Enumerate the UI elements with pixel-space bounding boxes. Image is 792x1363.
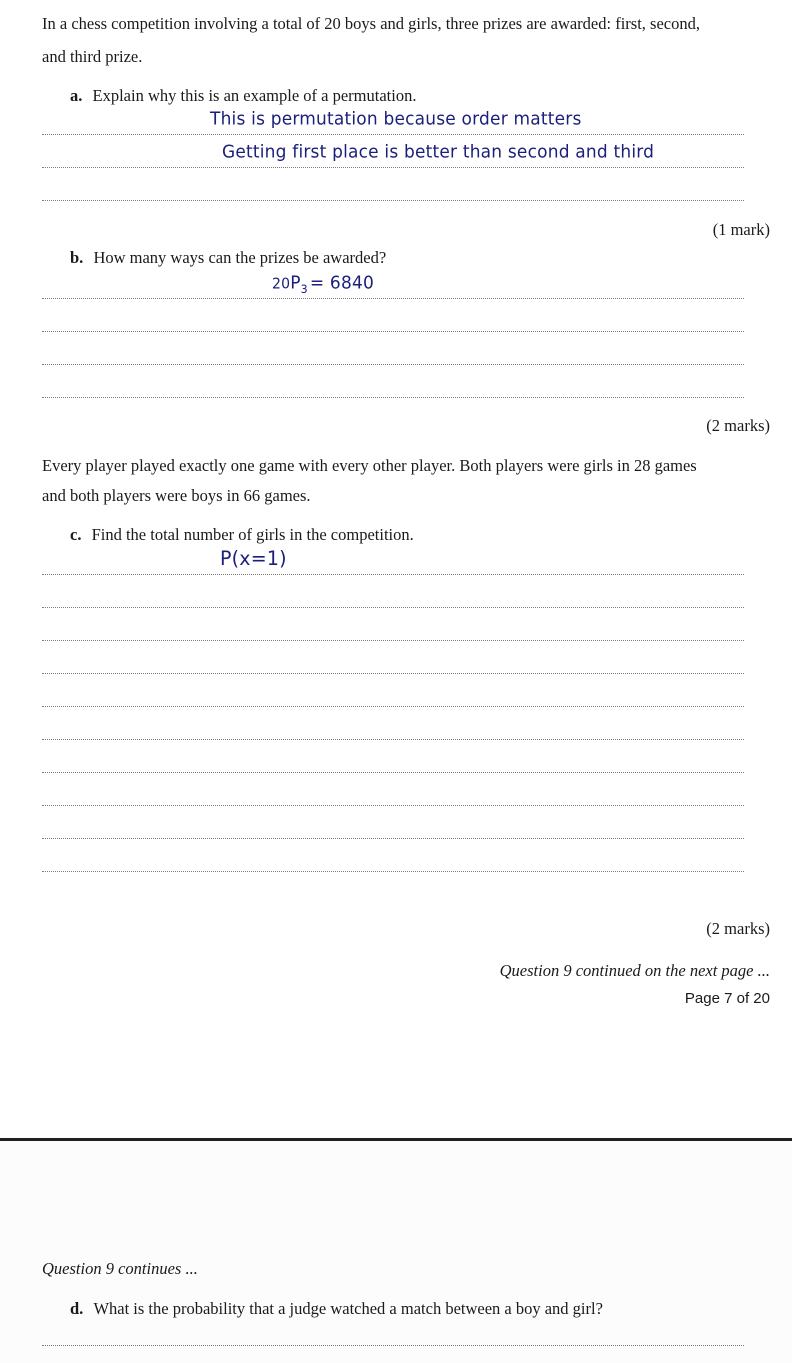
answer-line — [42, 298, 744, 299]
answer-b-p: P — [290, 272, 301, 294]
question-d-letter: d. — [70, 1299, 84, 1318]
answer-line — [42, 331, 744, 332]
answer-line — [42, 397, 744, 398]
marks-c: (2 marks) — [706, 919, 770, 938]
marks-a: (1 mark) — [712, 220, 770, 239]
answer-line — [42, 574, 744, 575]
question-d-text: What is the probability that a judge watched a match between a boy and girl? — [93, 1299, 603, 1318]
continued-note: Question 9 continued on the next page ... — [499, 961, 770, 980]
answer-line — [42, 706, 744, 707]
answer-a-line-1: This is permutation because order matters — [210, 109, 582, 130]
answer-line — [42, 1345, 744, 1346]
answer-line — [42, 838, 744, 839]
question-b-text: How many ways can the prizes be awarded? — [93, 248, 387, 267]
answer-a-line-2: Getting first place is better than second and third — [222, 142, 655, 163]
answer-line — [42, 772, 744, 773]
question-c-text: Find the total number of girls in the competition. — [91, 525, 414, 544]
answer-b-r: 3 — [300, 282, 308, 297]
marks-b: (2 marks) — [706, 416, 770, 435]
question-c — [70, 525, 414, 545]
question-d — [70, 1299, 603, 1319]
answer-line — [42, 871, 744, 872]
answer-line — [42, 739, 744, 740]
info-paragraph-line-2: and both players were boys in 66 games. — [42, 486, 311, 505]
intro-line-1: In a chess competition involving a total of 20 boys and girls, three prizes are awarded: first, second, — [42, 14, 700, 33]
answer-line — [42, 607, 744, 608]
question-a-letter: a. — [70, 86, 83, 105]
answer-line — [42, 673, 744, 674]
answer-line — [42, 134, 744, 135]
answer-b — [272, 273, 374, 297]
answer-line — [42, 805, 744, 806]
question-c-letter: c. — [70, 525, 82, 544]
answer-line — [42, 200, 744, 201]
answer-b-n: 20 — [272, 276, 291, 293]
page-divider — [0, 1138, 792, 1141]
answer-b-result: = 6840 — [309, 272, 374, 294]
question-a-text: Explain why this is an example of a permutation. — [92, 86, 417, 105]
answer-line — [42, 167, 744, 168]
answer-line — [42, 640, 744, 641]
info-paragraph-line-1: Every player played exactly one game with every other player. Both players were girls in 28 games — [42, 456, 697, 475]
question-b — [70, 248, 386, 268]
question-b-letter: b. — [70, 248, 84, 267]
page-2-background — [0, 1141, 792, 1363]
answer-line — [42, 364, 744, 365]
continues-heading: Question 9 continues ... — [42, 1259, 198, 1278]
question-a — [70, 86, 416, 106]
intro-line-2: and third prize. — [42, 47, 143, 66]
answer-c: P(x=1) — [220, 546, 287, 570]
page-number: Page 7 of 20 — [684, 990, 770, 1007]
